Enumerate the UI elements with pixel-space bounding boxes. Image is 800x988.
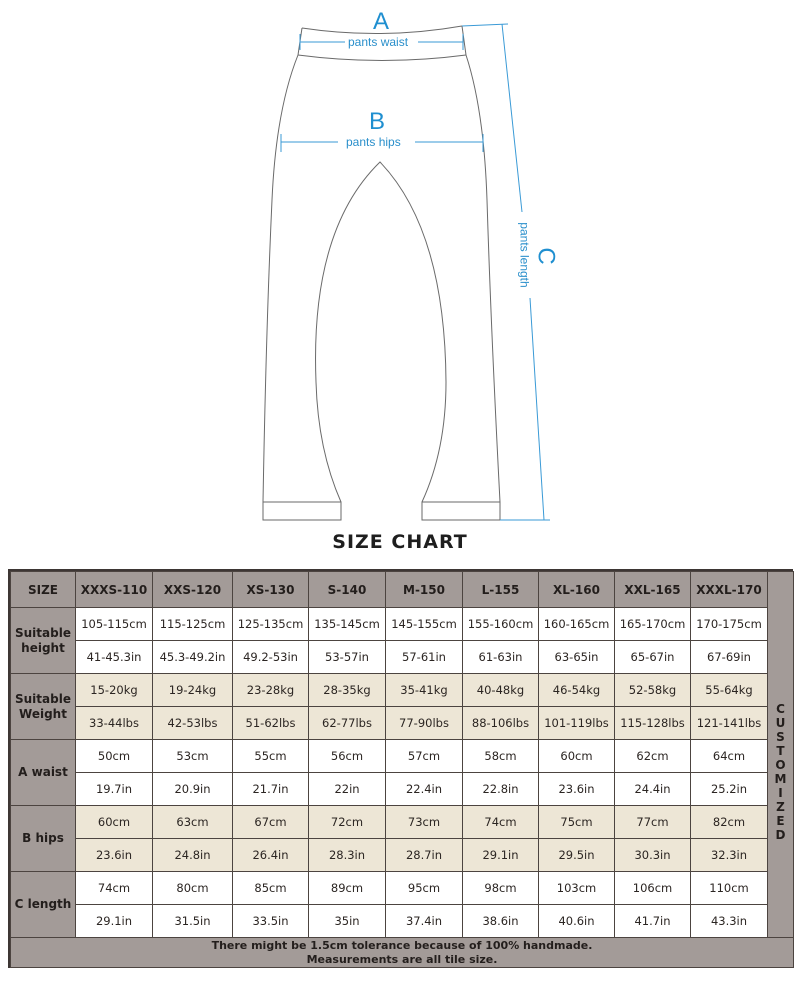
table-cell: 19.7in [76, 773, 153, 806]
size-chart-table [8, 569, 793, 968]
table-cell: 106cm [615, 872, 691, 905]
size-column-header: M-150 [386, 572, 463, 608]
table-cell: 29.5in [539, 839, 615, 872]
table-cell: 74cm [463, 806, 539, 839]
table-cell: 35in [309, 905, 386, 938]
table-cell: 25.2in [691, 773, 768, 806]
table-row [11, 905, 794, 938]
table-cell: 22in [309, 773, 386, 806]
table-cell: 80cm [153, 872, 233, 905]
table-cell: 24.4in [615, 773, 691, 806]
table-cell: 45.3-49.2in [153, 641, 233, 674]
table-row [11, 674, 794, 707]
table-row [11, 806, 794, 839]
table-cell: 58cm [463, 740, 539, 773]
table-cell: 53cm [153, 740, 233, 773]
table-cell: 145-155cm [386, 608, 463, 641]
table-cell: 101-119lbs [539, 707, 615, 740]
table-cell: 135-145cm [309, 608, 386, 641]
table-cell: 33.5in [233, 905, 309, 938]
table-cell: 28.7in [386, 839, 463, 872]
table-cell: 89cm [309, 872, 386, 905]
table-cell: 32.3in [691, 839, 768, 872]
table-cell: 51-62lbs [233, 707, 309, 740]
size-column-header: S-140 [309, 572, 386, 608]
table-cell: 23.6in [539, 773, 615, 806]
table-cell: 125-135cm [233, 608, 309, 641]
table-cell: 31.5in [153, 905, 233, 938]
table-row [11, 773, 794, 806]
table-cell: 63-65in [539, 641, 615, 674]
table-cell: 19-24kg [153, 674, 233, 707]
table-cell: 60cm [539, 740, 615, 773]
table-cell: 160-165cm [539, 608, 615, 641]
customized-label: C U S T O M I Z E D [774, 702, 787, 843]
table-cell: 26.4in [233, 839, 309, 872]
row-label-height: Suitable height [11, 608, 76, 674]
table-cell: 60cm [76, 806, 153, 839]
table-cell: 49.2-53in [233, 641, 309, 674]
table-cell: 105-115cm [76, 608, 153, 641]
table-cell: 35-41kg [386, 674, 463, 707]
table-cell: 82cm [691, 806, 768, 839]
table-cell: 155-160cm [463, 608, 539, 641]
table-cell: 33-44lbs [76, 707, 153, 740]
table-cell: 29.1in [463, 839, 539, 872]
table-cell: 74cm [76, 872, 153, 905]
table-cell: 110cm [691, 872, 768, 905]
table-cell: 62-77lbs [309, 707, 386, 740]
tolerance-note-line1: There might be 1.5cm tolerance because of 100% handmade. [211, 938, 593, 952]
size-column-header: XS-130 [233, 572, 309, 608]
table-cell: 21.7in [233, 773, 309, 806]
dimension-c-label: pants length [517, 222, 532, 288]
table-cell: 77-90lbs [386, 707, 463, 740]
row-label-waist: A waist [11, 740, 76, 806]
table-cell: 61-63in [463, 641, 539, 674]
table-cell: 63cm [153, 806, 233, 839]
dimension-a-label: pants waist [345, 36, 411, 48]
table-cell: 24.8in [153, 839, 233, 872]
table-cell: 28.3in [309, 839, 386, 872]
table-cell: 95cm [386, 872, 463, 905]
table-cell: 43.3in [691, 905, 768, 938]
table-cell: 15-20kg [76, 674, 153, 707]
table-row [11, 839, 794, 872]
table-cell: 28-35kg [309, 674, 386, 707]
table-cell: 88-106lbs [463, 707, 539, 740]
table-cell: 52-58kg [615, 674, 691, 707]
table-cell: 121-141lbs [691, 707, 768, 740]
table-cell: 40.6in [539, 905, 615, 938]
table-cell: 20.9in [153, 773, 233, 806]
size-column-header: L-155 [463, 572, 539, 608]
size-column-header: XXL-165 [615, 572, 691, 608]
size-column-header: XXXS-110 [76, 572, 153, 608]
table-cell: 40-48kg [463, 674, 539, 707]
table-cell: 56cm [309, 740, 386, 773]
footnote-row [11, 938, 794, 968]
customized-column-top [768, 572, 794, 608]
dimension-b-letter: B [369, 108, 386, 135]
table-cell: 37.4in [386, 905, 463, 938]
table-cell: 73cm [386, 806, 463, 839]
table-cell: 64cm [691, 740, 768, 773]
size-table [10, 571, 794, 968]
table-row [11, 707, 794, 740]
size-column-header: XXXL-170 [691, 572, 768, 608]
dimension-b-label: pants hips [343, 136, 404, 148]
table-row [11, 740, 794, 773]
table-cell: 115-128lbs [615, 707, 691, 740]
table-cell: 53-57in [309, 641, 386, 674]
size-chart-title: SIZE CHART [332, 531, 468, 553]
table-cell: 46-54kg [539, 674, 615, 707]
table-cell: 77cm [615, 806, 691, 839]
table-row [11, 608, 794, 641]
table-cell: 42-53lbs [153, 707, 233, 740]
customized-column [768, 608, 794, 938]
table-cell: 115-125cm [153, 608, 233, 641]
table-cell: 22.8in [463, 773, 539, 806]
table-cell: 62cm [615, 740, 691, 773]
tolerance-note [11, 938, 794, 968]
table-cell: 98cm [463, 872, 539, 905]
table-cell: 23-28kg [233, 674, 309, 707]
table-cell: 23.6in [76, 839, 153, 872]
table-cell: 38.6in [463, 905, 539, 938]
table-cell: 85cm [233, 872, 309, 905]
table-row [11, 872, 794, 905]
table-cell: 165-170cm [615, 608, 691, 641]
table-cell: 30.3in [615, 839, 691, 872]
size-header: SIZE [11, 572, 76, 608]
row-label-weight: Suitable Weight [11, 674, 76, 740]
table-cell: 170-175cm [691, 608, 768, 641]
table-cell: 41.7in [615, 905, 691, 938]
table-cell: 75cm [539, 806, 615, 839]
dimension-c-letter: C [532, 247, 560, 265]
row-label-length: C length [11, 872, 76, 938]
tolerance-note-line2: Measurements are all tile size. [306, 952, 498, 966]
table-cell: 22.4in [386, 773, 463, 806]
size-column-header: XXS-120 [153, 572, 233, 608]
table-cell: 29.1in [76, 905, 153, 938]
row-label-hips: B hips [11, 806, 76, 872]
size-column-header: XL-160 [539, 572, 615, 608]
table-cell: 41-45.3in [76, 641, 153, 674]
table-cell: 67cm [233, 806, 309, 839]
table-cell: 55cm [233, 740, 309, 773]
table-cell: 57cm [386, 740, 463, 773]
table-row [11, 641, 794, 674]
table-cell: 67-69in [691, 641, 768, 674]
table-cell: 55-64kg [691, 674, 768, 707]
table-cell: 103cm [539, 872, 615, 905]
table-cell: 57-61in [386, 641, 463, 674]
header-row [11, 572, 794, 608]
table-cell: 72cm [309, 806, 386, 839]
table-cell: 65-67in [615, 641, 691, 674]
dimension-a-letter: A [373, 8, 390, 35]
table-cell: 50cm [76, 740, 153, 773]
